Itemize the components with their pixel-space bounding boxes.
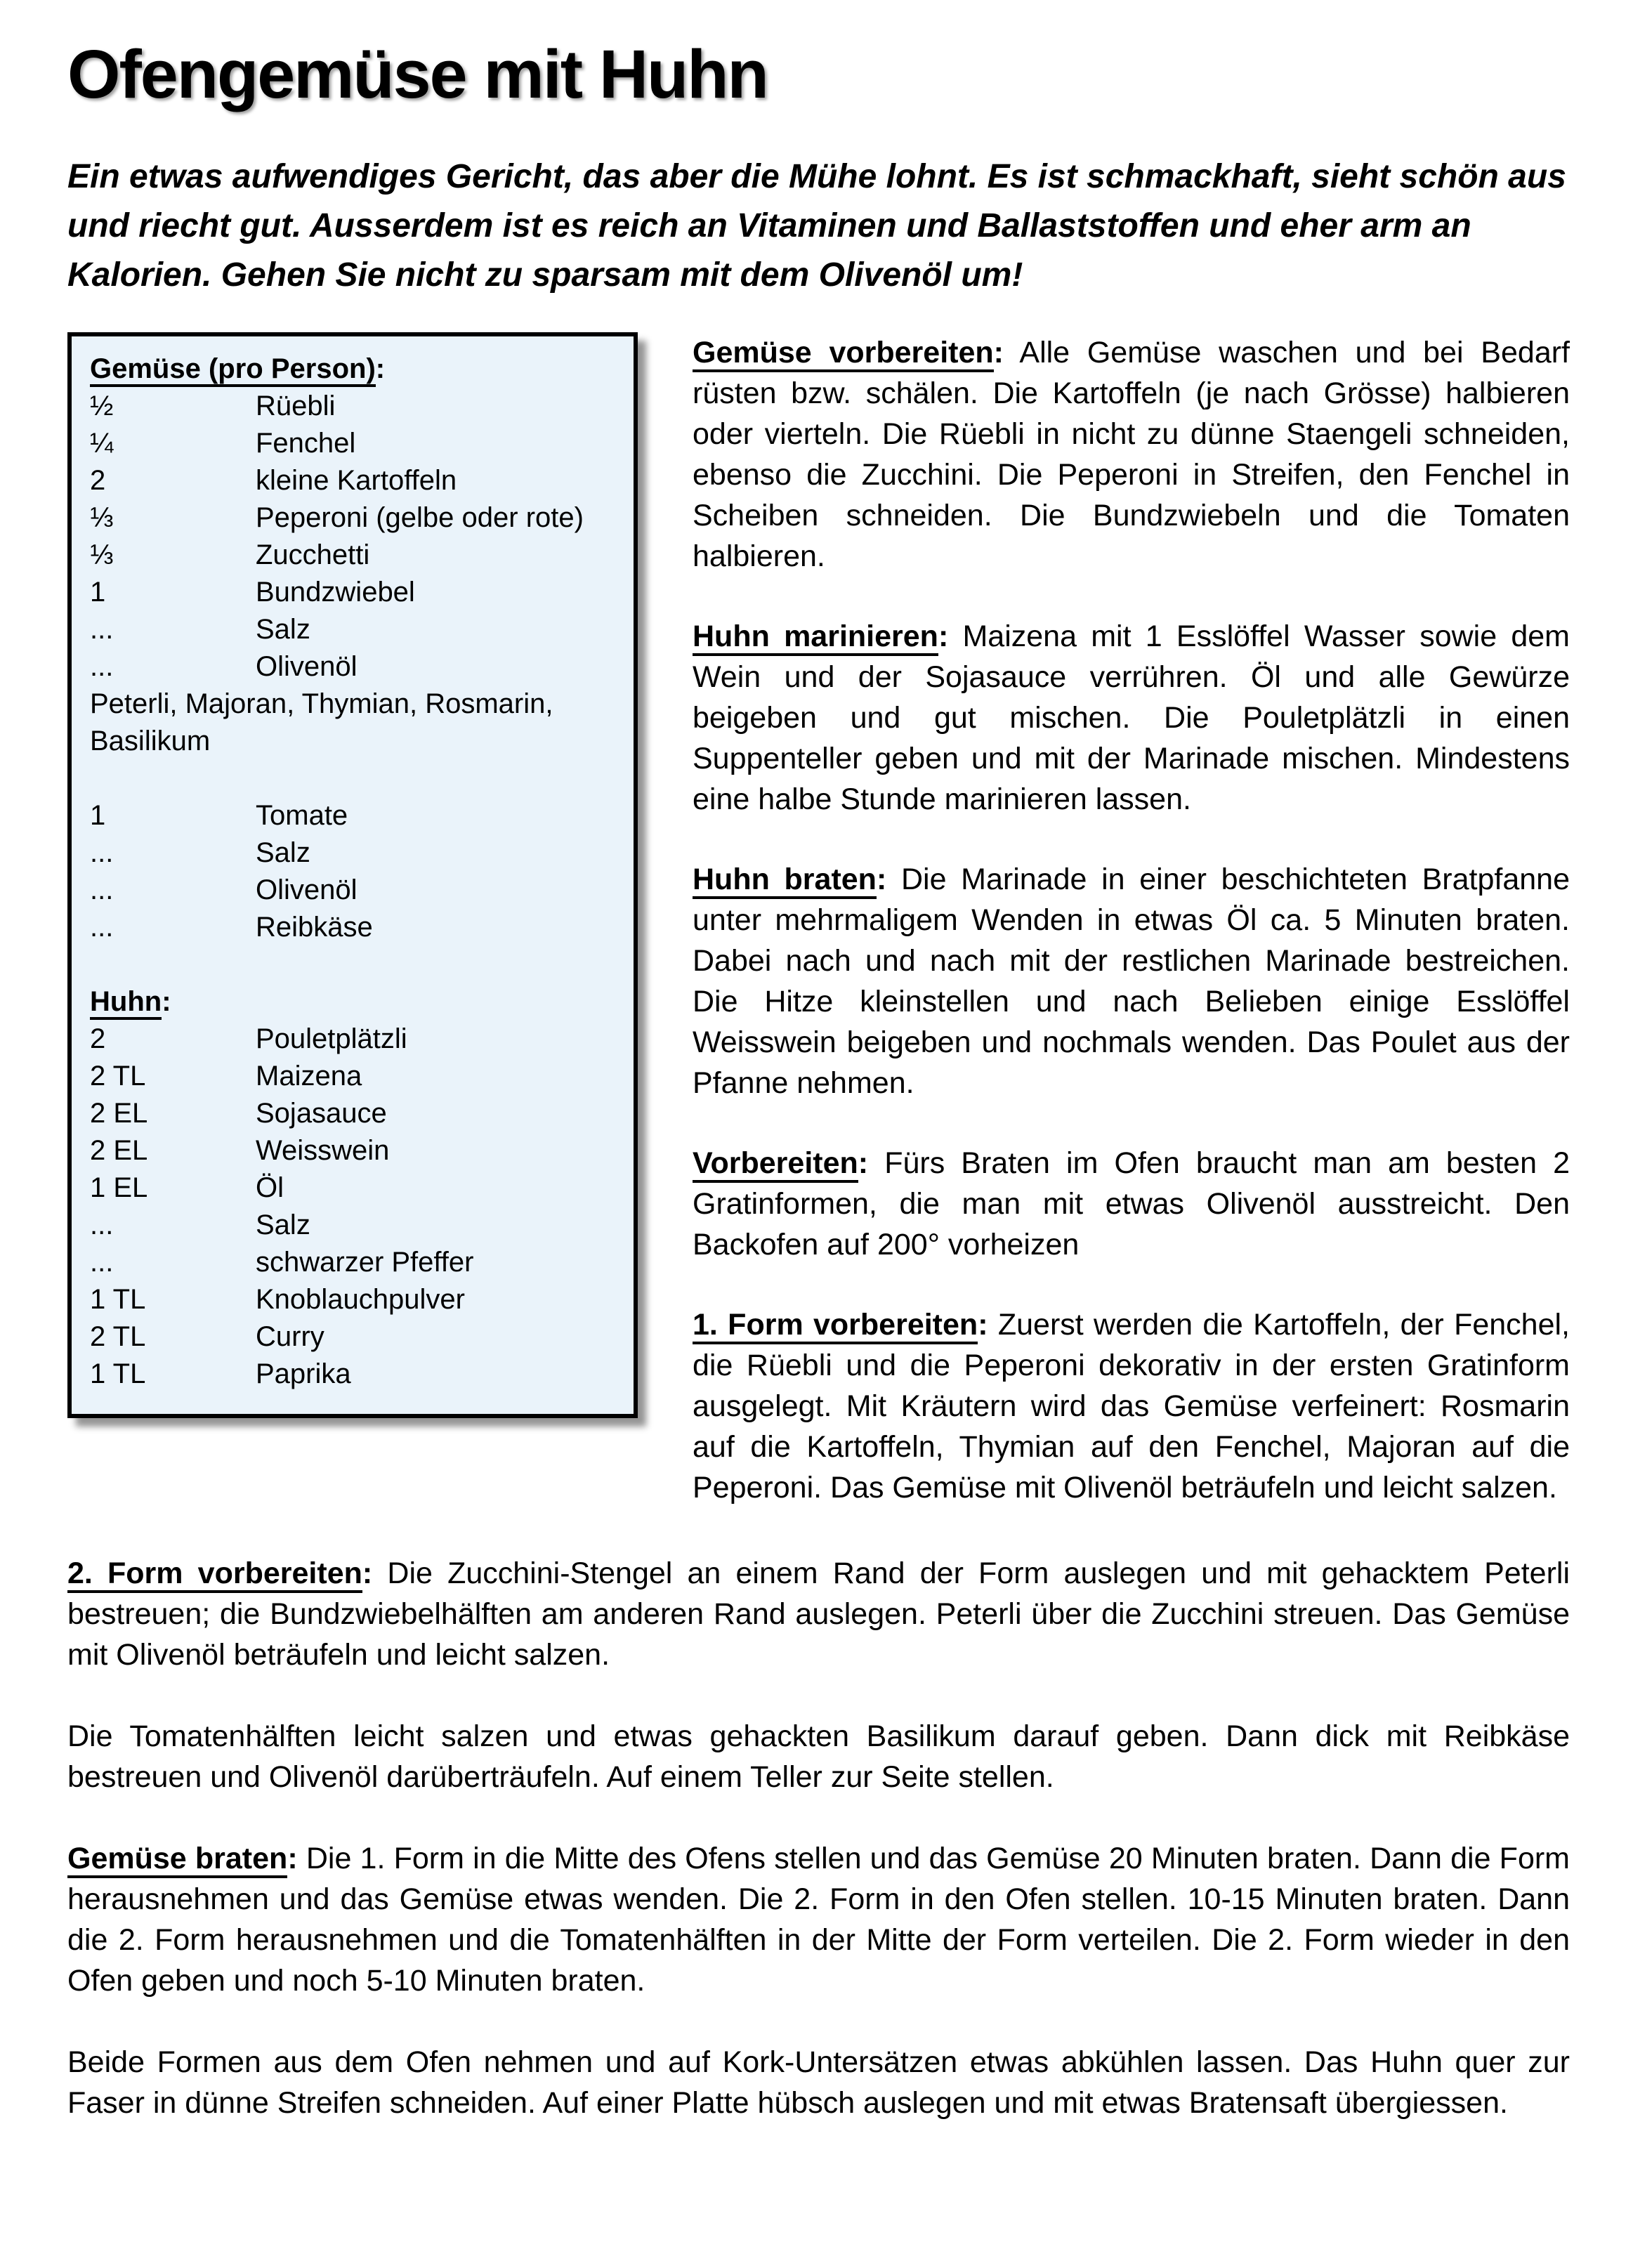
- ingredient-amount: ...: [90, 1246, 114, 1278]
- ingredient-name: Zucchetti: [256, 539, 370, 570]
- page-title: Ofengemüse mit Huhn: [67, 36, 768, 112]
- ingredient-amount: 2: [90, 464, 106, 496]
- step-heading-label: Huhn marinieren: [693, 620, 938, 656]
- step-heading-label: Huhn braten: [693, 863, 877, 899]
- ingredient-row: [90, 388, 619, 425]
- ingredient-amount: 1 TL: [90, 1283, 146, 1315]
- ingredient-name: Pouletplätzli: [256, 1023, 407, 1054]
- step-paragraph-huhn-marinieren: [693, 616, 1570, 820]
- ingredient-row: [90, 648, 619, 686]
- ingredient-amount: ...: [90, 874, 114, 905]
- step-heading-colon: :: [362, 1556, 373, 1590]
- ingredient-amount: 1 EL: [90, 1172, 148, 1203]
- step-heading: [693, 1308, 988, 1344]
- ingredient-name: Salz: [256, 1209, 310, 1240]
- ingredient-name: Olivenöl: [256, 650, 358, 682]
- spacer: [90, 946, 619, 983]
- ingredient-amount: 2 TL: [90, 1320, 146, 1352]
- ingredient-name: Peperoni (gelbe oder rote): [256, 502, 584, 533]
- ingredient-row: [90, 1244, 619, 1281]
- ingredient-row: [90, 1356, 619, 1393]
- ingredient-row: [90, 537, 619, 574]
- step-text: Beide Formen aus dem Ofen nehmen und auf Kork-Untersätzen etwas abkühlen lassen. Das Huhn quer zur Faser in dünne Streifen schneiden. Auf einer Platte hübsch auslegen und mit etwas Bratensaft übergiessen.: [67, 2045, 1570, 2120]
- ingredient-amount: 1: [90, 576, 106, 608]
- step-text: Maizena mit 1 Esslöffel Wasser sowie dem Wein und der Sojasauce verrühren. Öl und alle Gewürze beigeben und gut mischen. Die Pouletplätzli in einen Suppenteller geben und mit der Marinade mischen. Mindestens eine halbe Stunde marinieren lassen.: [693, 619, 1570, 816]
- ingredient-name: schwarzer Pfeffer: [256, 1246, 474, 1278]
- step-paragraph-zweite-form-vorbereiten: [67, 1553, 1570, 1675]
- section-heading-label: Gemüse (pro Person): [90, 353, 376, 387]
- step-heading-label: 2. Form vorbereiten: [67, 1556, 362, 1593]
- ingredient-row: [90, 1095, 619, 1132]
- ingredient-row: [90, 872, 619, 909]
- ingredient-name: kleine Kartoffeln: [256, 464, 457, 496]
- ingredient-row: [90, 499, 619, 537]
- ingredient-name: Reibkäse: [256, 911, 373, 943]
- step-text: Die Tomatenhälften leicht salzen und etwas gehackten Basilikum darauf geben. Dann dick mit Reibkäse bestreuen und Olivenöl darüberträufeln. Auf einem Teller zur Seite stellen.: [67, 1719, 1570, 1794]
- ingredient-name: Paprika: [256, 1358, 351, 1389]
- ingredient-amount: ...: [90, 1209, 114, 1240]
- ingredient-amount: 2 TL: [90, 1060, 146, 1092]
- step-paragraph-gemuese-braten: [67, 1838, 1570, 2001]
- ingredient-amount: 2: [90, 1023, 106, 1054]
- ingredient-amount: 2 EL: [90, 1097, 148, 1129]
- step-paragraph-gemuese-vorbereiten: [693, 332, 1570, 577]
- ingredients-section-heading-huhn: [90, 983, 619, 1021]
- ingredient-amount: ...: [90, 911, 114, 943]
- step-heading-colon: :: [993, 335, 1004, 369]
- section-heading-colon: :: [375, 353, 386, 384]
- ingredient-name: Sojasauce: [256, 1097, 387, 1129]
- spacer: [90, 760, 619, 797]
- step-text: Fürs Braten im Ofen braucht man am besten 2 Gratinformen, die man mit etwas Olivenöl ausstreicht. Den Backofen auf 200° vorheizen: [693, 1146, 1570, 1261]
- ingredient-row: [90, 1058, 619, 1095]
- step-heading: [67, 1842, 298, 1878]
- ingredient-amount: ...: [90, 613, 114, 645]
- ingredient-amount: ⅓: [90, 502, 114, 533]
- ingredient-name: Curry: [256, 1320, 324, 1352]
- step-paragraph-vorbereiten: [693, 1143, 1570, 1265]
- ingredient-amount: ⅓: [90, 539, 114, 570]
- section-heading-colon: :: [162, 985, 171, 1017]
- ingredient-amount: ...: [90, 837, 114, 868]
- ingredient-name: Olivenöl: [256, 874, 358, 905]
- step-heading: [693, 336, 1004, 372]
- ingredient-name: Öl: [256, 1172, 284, 1203]
- step-text: Alle Gemüse waschen und bei Bedarf rüsten bzw. schälen. Die Kartoffeln (je nach Grösse) halbieren oder vierteln. Die Rüebli in nicht zu dünne Staengeli schneiden, ebenso die Zucchini. Die Peperoni in Streifen, den Fenchel in Scheiben schneiden. Die Bundzwiebeln und die Tomaten halbieren.: [693, 335, 1570, 573]
- ingredient-name: Weisswein: [256, 1134, 390, 1166]
- ingredient-name: Tomate: [256, 799, 348, 831]
- step-heading: [693, 620, 948, 656]
- ingredient-row: [90, 425, 619, 462]
- ingredient-row: [90, 1021, 619, 1058]
- step-heading-colon: :: [938, 619, 949, 653]
- step-heading: [67, 1556, 372, 1593]
- step-heading-label: Gemüse braten: [67, 1842, 287, 1878]
- ingredients-section-heading-gemuese: [90, 350, 619, 388]
- ingredient-name: Rüebli: [256, 390, 336, 421]
- ingredient-herbs-line: Peterli, Majoran, Thymian, Rosmarin, Basilikum: [90, 688, 553, 756]
- ingredients-box: [67, 332, 638, 1418]
- ingredient-row: [90, 834, 619, 872]
- instructions-column: [693, 332, 1570, 1508]
- step-text: Die Zucchini-Stengel an einem Rand der Form auslegen und mit gehacktem Peterli bestreuen; die Bundzwiebelhälften am anderen Rand auslegen. Peterli über die Zucchini streuen. Das Gemüse mit Olivenöl beträufeln und leicht salzen.: [67, 1556, 1570, 1672]
- step-text: Zuerst werden die Kartoffeln, der Fenchel, die Rüebli und die Peperoni dekorativ in der ersten Gratinform ausgelegt. Mit Kräutern wird das Gemüse verfeinert: Rosmarin auf die Kartoffeln, Thymian auf den Fenchel, Majoran auf die Peperoni. Das Gemüse mit Olivenöl beträufeln und leicht salzen.: [693, 1307, 1570, 1505]
- ingredient-amount: 2 EL: [90, 1134, 148, 1166]
- ingredient-amount: 1 TL: [90, 1358, 146, 1389]
- ingredient-row: [90, 574, 619, 611]
- ingredient-amount: ...: [90, 650, 114, 682]
- step-heading-label: Gemüse vorbereiten: [693, 336, 994, 372]
- step-heading-colon: :: [876, 862, 887, 896]
- step-heading: [693, 863, 886, 899]
- step-text: Die Marinade in einer beschichteten Bratpfanne unter mehrmaligem Wenden in etwas Öl ca. 5 Minuten braten. Dabei nach und nach mit der restlichen Marinade bestreichen. Die Hitze kleinstellen und nach Belieben einige Esslöffel Weisswein beigeben und nochmals wenden. Das Poulet aus der Pfanne nehmen.: [693, 862, 1570, 1100]
- ingredient-row: [90, 1318, 619, 1356]
- step-text: Die 1. Form in die Mitte des Ofens stellen und das Gemüse 20 Minuten braten. Dann die Form herausnehmen und das Gemüse etwas wenden. Die 2. Form in den Ofen stellen. 10-15 Minuten braten. Dann die 2. Form herausnehmen und die Tomatenhälften in der Mitte der Form verteilen. Die 2. Form wieder in den Ofen geben und noch 5-10 Minuten braten.: [67, 1841, 1570, 1998]
- ingredient-name: Salz: [256, 837, 310, 868]
- ingredient-amount: ½: [90, 390, 114, 421]
- ingredient-name: Fenchel: [256, 427, 356, 459]
- ingredient-name: Maizena: [256, 1060, 362, 1092]
- ingredient-amount: 1: [90, 799, 106, 831]
- bottom-instructions: [67, 1553, 1570, 2123]
- main-columns: [67, 332, 1570, 1508]
- ingredient-row: [90, 611, 619, 648]
- ingredient-name: Knoblauchpulver: [256, 1283, 465, 1315]
- ingredient-row: [90, 1169, 619, 1207]
- ingredient-row: [90, 462, 619, 499]
- ingredient-name: Salz: [256, 613, 310, 645]
- step-heading-colon: :: [287, 1841, 298, 1875]
- ingredient-row: [90, 1207, 619, 1244]
- step-heading: [693, 1146, 868, 1183]
- step-heading-colon: :: [978, 1307, 988, 1342]
- step-paragraph-servieren: [67, 2042, 1570, 2123]
- step-paragraph-huhn-braten: [693, 859, 1570, 1103]
- ingredient-row: [90, 1281, 619, 1318]
- intro-paragraph: Ein etwas aufwendiges Gericht, das aber die Mühe lohnt. Es ist schmackhaft, sieht schön aus und riecht gut. Ausserdem ist es reich an Vitaminen und Ballaststoffen und eher arm an Kalorien. Gehen Sie nicht zu sparsam mit dem Olivenöl um!: [67, 157, 1566, 294]
- ingredient-amount: ¼: [90, 427, 114, 459]
- step-paragraph-tomaten: [67, 1716, 1570, 1797]
- ingredient-row: [90, 797, 619, 834]
- step-paragraph-erste-form-vorbereiten: [693, 1304, 1570, 1508]
- ingredient-name: Bundzwiebel: [256, 576, 415, 608]
- ingredient-row: [90, 1132, 619, 1169]
- step-heading-colon: :: [858, 1146, 869, 1180]
- ingredient-row: [90, 909, 619, 946]
- step-heading-label: Vorbereiten: [693, 1146, 858, 1183]
- step-heading-label: 1. Form vorbereiten: [693, 1308, 978, 1344]
- section-heading-label: Huhn: [90, 986, 162, 1020]
